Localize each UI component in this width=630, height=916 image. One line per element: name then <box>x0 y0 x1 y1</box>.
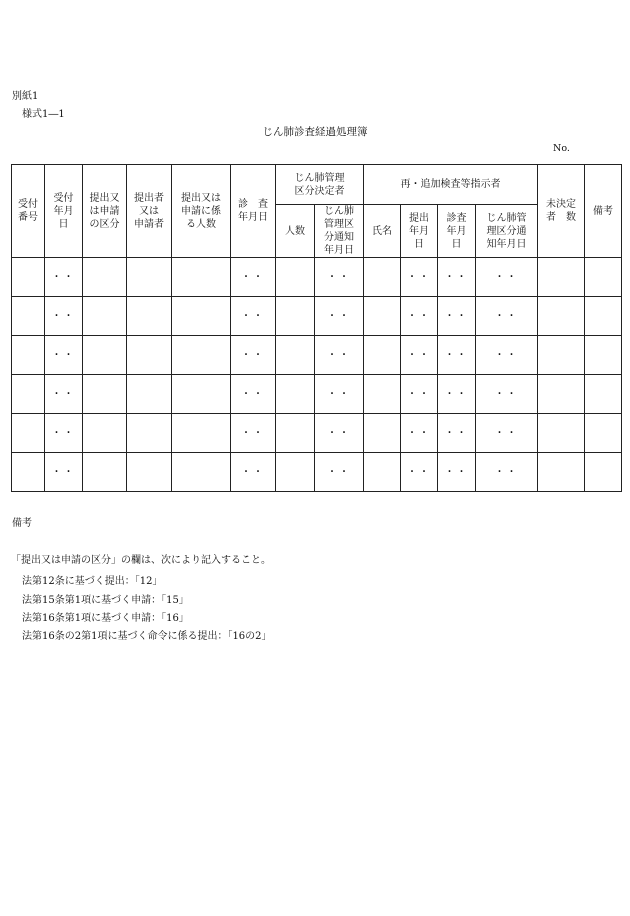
date-cell: ・・ <box>315 258 364 297</box>
table-cell <box>364 375 401 414</box>
header-submitter: 提出者 又は 申請者 <box>127 165 172 258</box>
table-cell <box>538 336 585 375</box>
table-cell <box>276 375 315 414</box>
date-cell: ・・ <box>45 375 83 414</box>
date-cell: ・・ <box>401 375 438 414</box>
table-cell <box>12 375 45 414</box>
table-cell <box>538 453 585 492</box>
table-cell <box>12 336 45 375</box>
table-cell <box>585 258 622 297</box>
header-exam-date: 診 査 年月日 <box>231 165 276 258</box>
table-cell <box>172 297 231 336</box>
remark-line: 法第16条第1項に基づく申請：「16」 <box>22 613 189 624</box>
table-cell <box>276 336 315 375</box>
table-row <box>12 258 622 297</box>
date-cell: ・・ <box>315 297 364 336</box>
table-cell <box>276 453 315 492</box>
table-cell <box>364 453 401 492</box>
date-cell: ・・ <box>315 414 364 453</box>
table-cell <box>172 414 231 453</box>
header-reexam-notice-date: じん肺管 理区分通 知年月日 <box>476 205 538 258</box>
table-cell <box>585 375 622 414</box>
table-cell <box>538 258 585 297</box>
date-cell: ・・ <box>476 258 538 297</box>
header-decision-group: じん肺管理 区分決定者 <box>276 165 364 205</box>
table-cell <box>83 375 127 414</box>
date-cell: ・・ <box>315 336 364 375</box>
document-number-label: No. <box>553 143 570 154</box>
table-cell <box>172 258 231 297</box>
table-cell <box>364 336 401 375</box>
document-title: じん肺診査経過処理簿 <box>262 126 368 138</box>
date-cell: ・・ <box>231 297 276 336</box>
header-reexam-submit-date: 提出 年月 日 <box>401 205 438 258</box>
table-cell <box>127 414 172 453</box>
remarks-intro: 「提出又は申請の区分」の欄は、次により記入すること。 <box>11 555 271 566</box>
date-cell: ・・ <box>438 375 476 414</box>
table-cell <box>12 258 45 297</box>
header-receipt-date: 受付 年月 日 <box>45 165 83 258</box>
header-undecided-count: 未決定 者 数 <box>538 165 585 258</box>
date-cell: ・・ <box>438 258 476 297</box>
date-cell: ・・ <box>438 336 476 375</box>
date-cell: ・・ <box>401 297 438 336</box>
header-persons-count: 提出又は 申請に係 る人数 <box>172 165 231 258</box>
header-remarks: 備考 <box>585 165 622 258</box>
table-cell <box>276 414 315 453</box>
date-cell: ・・ <box>45 336 83 375</box>
annex-label: 別紙1 <box>12 91 39 102</box>
date-cell: ・・ <box>476 453 538 492</box>
table-cell <box>127 336 172 375</box>
date-cell: ・・ <box>476 336 538 375</box>
header-receipt-number: 受付 番号 <box>12 165 45 258</box>
date-cell: ・・ <box>315 453 364 492</box>
date-cell: ・・ <box>231 453 276 492</box>
table-cell <box>127 297 172 336</box>
table-cell <box>83 414 127 453</box>
header-submission-type: 提出又 は申請 の区分 <box>83 165 127 258</box>
header-reexam-group: 再・追加検査等指示者 <box>364 165 538 205</box>
remark-line: 法第12条に基づく提出：「12」 <box>22 576 163 587</box>
date-cell: ・・ <box>231 336 276 375</box>
table-cell <box>12 297 45 336</box>
date-cell: ・・ <box>45 414 83 453</box>
date-cell: ・・ <box>476 297 538 336</box>
table-cell <box>83 297 127 336</box>
header-decision-notice-date: じん肺 管理区 分通知 年月日 <box>315 205 364 258</box>
table-cell <box>12 453 45 492</box>
table-cell <box>538 297 585 336</box>
date-cell: ・・ <box>401 258 438 297</box>
date-cell: ・・ <box>401 414 438 453</box>
remark-line: 法第16条の2第1項に基づく命令に係る提出：「16の2」 <box>22 631 272 642</box>
table-cell <box>83 258 127 297</box>
date-cell: ・・ <box>231 258 276 297</box>
table-row <box>12 453 622 492</box>
date-cell: ・・ <box>401 453 438 492</box>
header-reexam-exam-date: 診査 年月 日 <box>438 205 476 258</box>
table-cell <box>172 375 231 414</box>
table-cell <box>585 414 622 453</box>
table-cell <box>127 453 172 492</box>
processing-register-table <box>11 164 622 492</box>
date-cell: ・・ <box>438 453 476 492</box>
form-label: 様式1―1 <box>22 109 65 120</box>
header-decision-count: 人数 <box>276 205 315 258</box>
remarks-heading: 備考 <box>12 518 32 529</box>
date-cell: ・・ <box>231 375 276 414</box>
table-row <box>12 414 622 453</box>
remark-line: 法第15条第1項に基づく申請：「15」 <box>22 595 189 606</box>
table-cell <box>12 414 45 453</box>
table-row <box>12 336 622 375</box>
table-cell <box>364 297 401 336</box>
date-cell: ・・ <box>315 375 364 414</box>
table-cell <box>172 336 231 375</box>
table-cell <box>585 336 622 375</box>
table-cell <box>83 453 127 492</box>
table-cell <box>127 375 172 414</box>
date-cell: ・・ <box>45 297 83 336</box>
table-cell <box>585 453 622 492</box>
table-cell <box>276 258 315 297</box>
date-cell: ・・ <box>476 414 538 453</box>
table-cell <box>364 414 401 453</box>
table-cell <box>83 336 127 375</box>
date-cell: ・・ <box>45 453 83 492</box>
date-cell: ・・ <box>438 297 476 336</box>
table-cell <box>364 258 401 297</box>
date-cell: ・・ <box>438 414 476 453</box>
table-cell <box>276 297 315 336</box>
header-reexam-name: 氏名 <box>364 205 401 258</box>
table-row <box>12 297 622 336</box>
date-cell: ・・ <box>476 375 538 414</box>
table-cell <box>585 297 622 336</box>
table-cell <box>538 375 585 414</box>
table-cell <box>127 258 172 297</box>
table-cell <box>538 414 585 453</box>
date-cell: ・・ <box>45 258 83 297</box>
table-row <box>12 375 622 414</box>
table-cell <box>172 453 231 492</box>
date-cell: ・・ <box>231 414 276 453</box>
date-cell: ・・ <box>401 336 438 375</box>
